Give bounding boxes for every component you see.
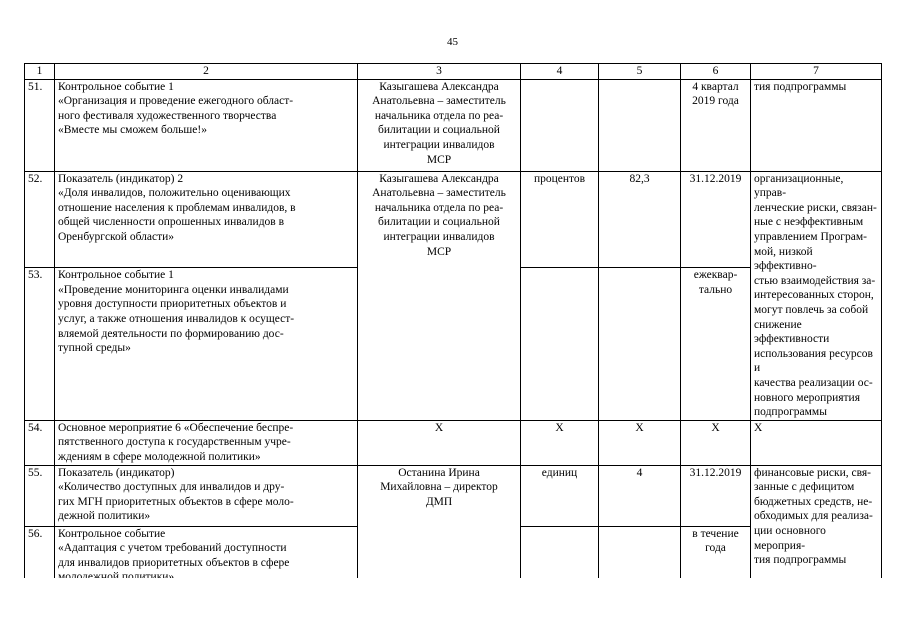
row-number: 51. <box>25 79 55 171</box>
value-cell: 4 <box>599 465 681 526</box>
value-cell: Х <box>599 420 681 465</box>
text-line: Показатель (индикатор) <box>58 466 175 479</box>
text-line: «Адаптация с учетом требований доступности <box>58 542 287 555</box>
indicator-cell <box>55 171 358 268</box>
text-line: отношение населения к проблемам инвалидов, в <box>58 201 296 214</box>
text-line: 31.12.2019 <box>689 172 742 185</box>
value-cell: 82,3 <box>599 171 681 268</box>
indicator-cell <box>55 465 358 526</box>
table-row <box>25 420 882 465</box>
text-line: ного фестиваля художественного творчества <box>58 109 277 122</box>
text-line: МСР <box>426 153 452 166</box>
header-cell: 1 <box>25 64 55 80</box>
table-row <box>25 465 882 526</box>
text-line: качества реализации ос- <box>754 376 873 389</box>
text-line: занные с дефицитом <box>754 481 855 494</box>
text-line: 2019 года <box>692 95 739 108</box>
text-line: ДМП <box>425 495 453 508</box>
text-line: Анатольевна – заместитель <box>372 187 506 200</box>
deadline-cell <box>681 465 751 526</box>
text-line: 31.12.2019 <box>689 466 742 479</box>
text-line: ленческие риски, связан- <box>754 201 877 214</box>
text-line: управлением Програм- <box>754 230 867 243</box>
text-line: «Вместе мы сможем больше!» <box>58 124 207 137</box>
text-line: Казыгашева Александра <box>379 172 499 185</box>
text-line: ные с неэффективным <box>754 216 864 229</box>
value-cell <box>599 268 681 421</box>
unit-cell: Х <box>521 420 599 465</box>
risk-cell: Х <box>751 420 882 465</box>
text-line: новного мероприятия <box>754 391 860 404</box>
unit-cell: единиц <box>521 465 599 526</box>
unit-cell: процентов <box>521 171 599 268</box>
text-line: года <box>705 542 726 555</box>
text-line: интеграции инвалидов <box>383 138 495 151</box>
text-line: обходимых для реализа- <box>754 510 873 523</box>
header-cell: 2 <box>55 64 358 80</box>
text-line: гих МГН приоритетных объектов в сфере моло- <box>58 495 294 508</box>
text-line: интересованных сторон, <box>754 289 874 302</box>
deadline-cell: Х <box>681 420 751 465</box>
text-line: Контрольное событие 1 <box>58 80 174 93</box>
text-line: мой, низкой эффективно- <box>754 245 817 273</box>
text-line: «Количество доступных для инвалидов и дру- <box>58 481 285 494</box>
responsible-cell <box>358 79 521 171</box>
risk-cell <box>751 79 882 171</box>
text-line: подпрограммы <box>754 406 827 419</box>
header-cell: 6 <box>681 64 751 80</box>
text-line: билитации и социальной <box>378 124 500 137</box>
risk-cell <box>751 171 882 420</box>
text-line: стью взаимодействия за- <box>754 274 876 287</box>
text-line: услуг, а также отношения инвалидов к осущест- <box>58 312 295 325</box>
text-line: тия подпрограммы <box>754 80 847 93</box>
text-line: Анатольевна – заместитель <box>372 95 506 108</box>
responsible-cell <box>358 171 521 420</box>
event-cell <box>55 268 358 421</box>
unit-cell <box>521 79 599 171</box>
text-line: ции основного мероприя- <box>754 525 826 552</box>
text-line: 4 квартал <box>692 80 739 93</box>
text-line: Оренбургской области» <box>58 230 175 243</box>
text-line: тально <box>698 283 733 296</box>
responsible-cell: Х <box>358 420 521 465</box>
text-line: бюджетных средств, не- <box>754 495 873 508</box>
row-number: 54. <box>25 420 55 465</box>
page-number: 45 <box>447 36 458 48</box>
text-line: тупной среды» <box>58 342 131 355</box>
row-number: 52. <box>25 171 55 268</box>
text-line: пятственного доступа к государственным учре- <box>58 436 291 449</box>
text-line: интеграции инвалидов <box>383 230 495 243</box>
text-line: дежной политики» <box>58 510 151 523</box>
text-line: билитации и социальной <box>378 216 500 229</box>
text-line: финансовые риски, свя- <box>754 466 872 479</box>
table-row <box>25 79 882 171</box>
text-line: могут повлечь за собой <box>754 303 869 316</box>
row-number: 56. <box>25 526 55 587</box>
text-line: МСР <box>426 245 452 258</box>
text-line: Казыгашева Александра <box>379 80 499 93</box>
header-cell: 7 <box>751 64 882 80</box>
text-line: Основное мероприятие 6 «Обеспечение беспре- <box>58 421 294 434</box>
program-table <box>24 63 882 638</box>
header-cell: 3 <box>358 64 521 80</box>
text-line: уровня доступности приоритетных объектов и <box>58 298 287 311</box>
page-bottom-margin <box>0 578 905 640</box>
text-line: Останина Ирина <box>398 466 480 479</box>
header-cell: 4 <box>521 64 599 80</box>
text-line: Контрольное событие 1 <box>58 269 174 282</box>
text-line: Михайловна – директор <box>380 481 498 494</box>
text-line: начальника отдела по реа- <box>374 109 504 122</box>
responsible-cell <box>358 465 521 587</box>
text-line: Контрольное событие <box>58 527 166 540</box>
text-line: снижение эффективности <box>754 318 830 346</box>
text-line: использования ресурсов и <box>754 347 873 375</box>
deadline-cell <box>681 171 751 268</box>
text-line: «Организация и проведение ежегодного област- <box>58 95 294 108</box>
measure-cell <box>55 420 358 465</box>
deadline-cell <box>681 268 751 421</box>
value-cell <box>599 79 681 171</box>
text-line: Показатель (индикатор) 2 <box>58 172 184 185</box>
text-line: вляемой деятельности по формированию дос- <box>58 327 284 340</box>
text-line: общей численности опрошенных инвалидов в <box>58 216 285 229</box>
text-line: ежеквар- <box>693 269 738 282</box>
header-cell: 5 <box>599 64 681 80</box>
table-row <box>25 171 882 268</box>
event-cell <box>55 79 358 171</box>
text-line: «Доля инвалидов, положительно оценивающих <box>58 187 291 200</box>
header-row <box>25 64 882 80</box>
row-number: 53. <box>25 268 55 421</box>
text-line: «Проведение мониторинга оценки инвалидами <box>58 283 289 296</box>
row-number: 55. <box>25 465 55 526</box>
text-line: организационные, управ- <box>754 172 844 200</box>
text-line: ждениям в сфере молодежной политики» <box>58 450 261 463</box>
text-line: начальника отдела по реа- <box>374 201 504 214</box>
risk-cell <box>751 465 882 587</box>
text-line: для инвалидов приоритетных объектов в сфере <box>58 556 290 569</box>
text-line: тия подпрограммы <box>754 554 847 567</box>
unit-cell <box>521 268 599 421</box>
text-line: в течение <box>692 527 739 540</box>
deadline-cell <box>681 79 751 171</box>
